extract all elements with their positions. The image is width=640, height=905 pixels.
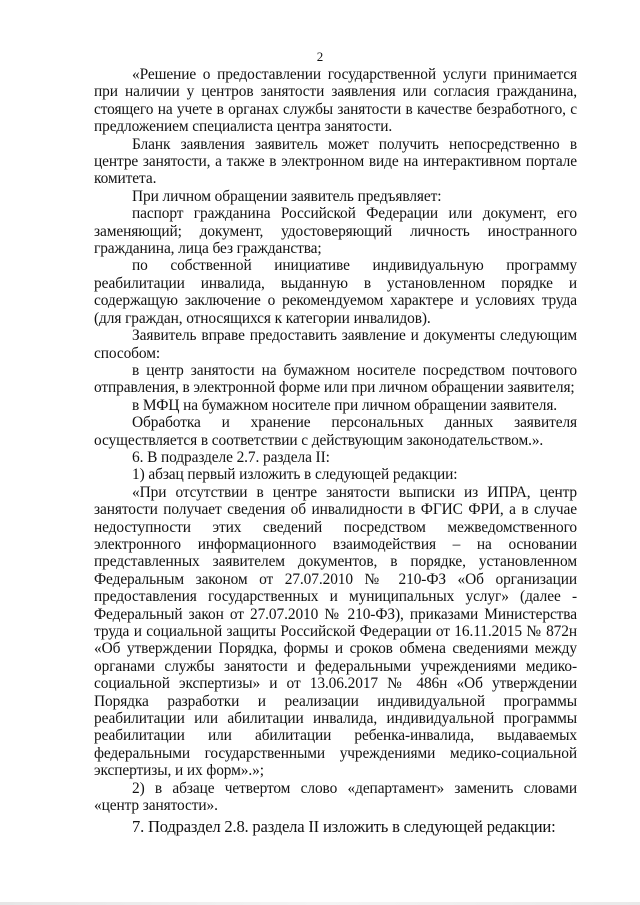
document-body (94, 66, 577, 836)
paragraph-personal-visit: При личном обращении заявитель предъявляет: (132, 187, 442, 205)
paragraph-decision-quote: «Решение о предоставлении государственной услуги принимается при наличии у центров занятости заявления или согласия гражданина, стоящего на учете в органах службы занятости в качестве безработного, с предложением специалиста центра занятости. (94, 66, 577, 136)
paragraph-passport: паспорт гражданина Российской Федерации или документ, его заменяющий; документ, удостоверяющий личность иностранного гражданина, лица без гражданства; (94, 205, 577, 258)
page-number: 2 (316, 49, 324, 64)
paragraph-rehabilitation-program: по собственной инициативе индивидуальную программу реабилитации инвалида, выданную в установленном порядке и содержащую заключение о рекомендуемом характере и условиях труда (для граждан, относящихся к категории инвалидов). (94, 257, 577, 327)
paragraph-subitem-2: 2) в абзаце четвертом слово «департамент» заменить словами «центр занятости». (94, 779, 577, 815)
paragraph-employment-center: в центр занятости на бумажном носителе посредством почтового отправления, в электронной форме или при личном обращении заявителя; (94, 361, 577, 397)
paragraph-application-form: Бланк заявления заявитель может получить непосредственно в центре занятости, а также в электронном виде на интерактивном портале комитета. (94, 135, 577, 188)
paragraph-item-6: 6. В подразделе 2.7. раздела II: (132, 448, 330, 466)
paragraph-ipra-quote: «При отсутствии в центре занятости выписки из ИПРА, центр занятости получает сведения об инвалидности в ФГИС ФРИ, а в случае недоступности этих сведений посредством межведомственного электронного информационного взаимодействия – на основании представленных заявителем документов, в порядке, установленном Федеральным законом от 27.07.2010 № 210-ФЗ «Об организации предоставления государственных и муниципальных услуг» (далее - Федеральный закон от 27.07.2010 № 210-ФЗ), приказами Министерства труда и социальной защиты Российской Федерации от 16.11.2015 № 872н «Об утверждении Порядка, формы и сроков обмена сведениями между органами службы занятости и федеральными учреждениями медико-социальной экспертизы» и от 13.06.2017 № 486н «Об утверждении Порядка разработки и реализации индивидуальной программы реабилитации или абилитации инвалида, индивидуальной программы реабилитации или абилитации ребенка-инвалида, выдаваемых федеральными государственными учреждениями медико-социальной экспертизы, и их форм».»; (94, 483, 577, 780)
paragraph-item-7: 7. Подраздел 2.8. раздела II изложить в следующей редакции: (132, 817, 556, 837)
paragraph-mfc: в МФЦ на бумажном носителе при личном обращении заявителя. (132, 396, 558, 414)
paragraph-submission-methods: Заявитель вправе предоставить заявление и документы следующим способом: (94, 327, 577, 362)
paragraph-subitem-1: 1) абзац первый изложить в следующей редакции: (132, 466, 458, 484)
paragraph-personal-data: Обработка и хранение персональных данных заявителя осуществляется в соответствии с действующим законодательством.». (94, 414, 577, 449)
